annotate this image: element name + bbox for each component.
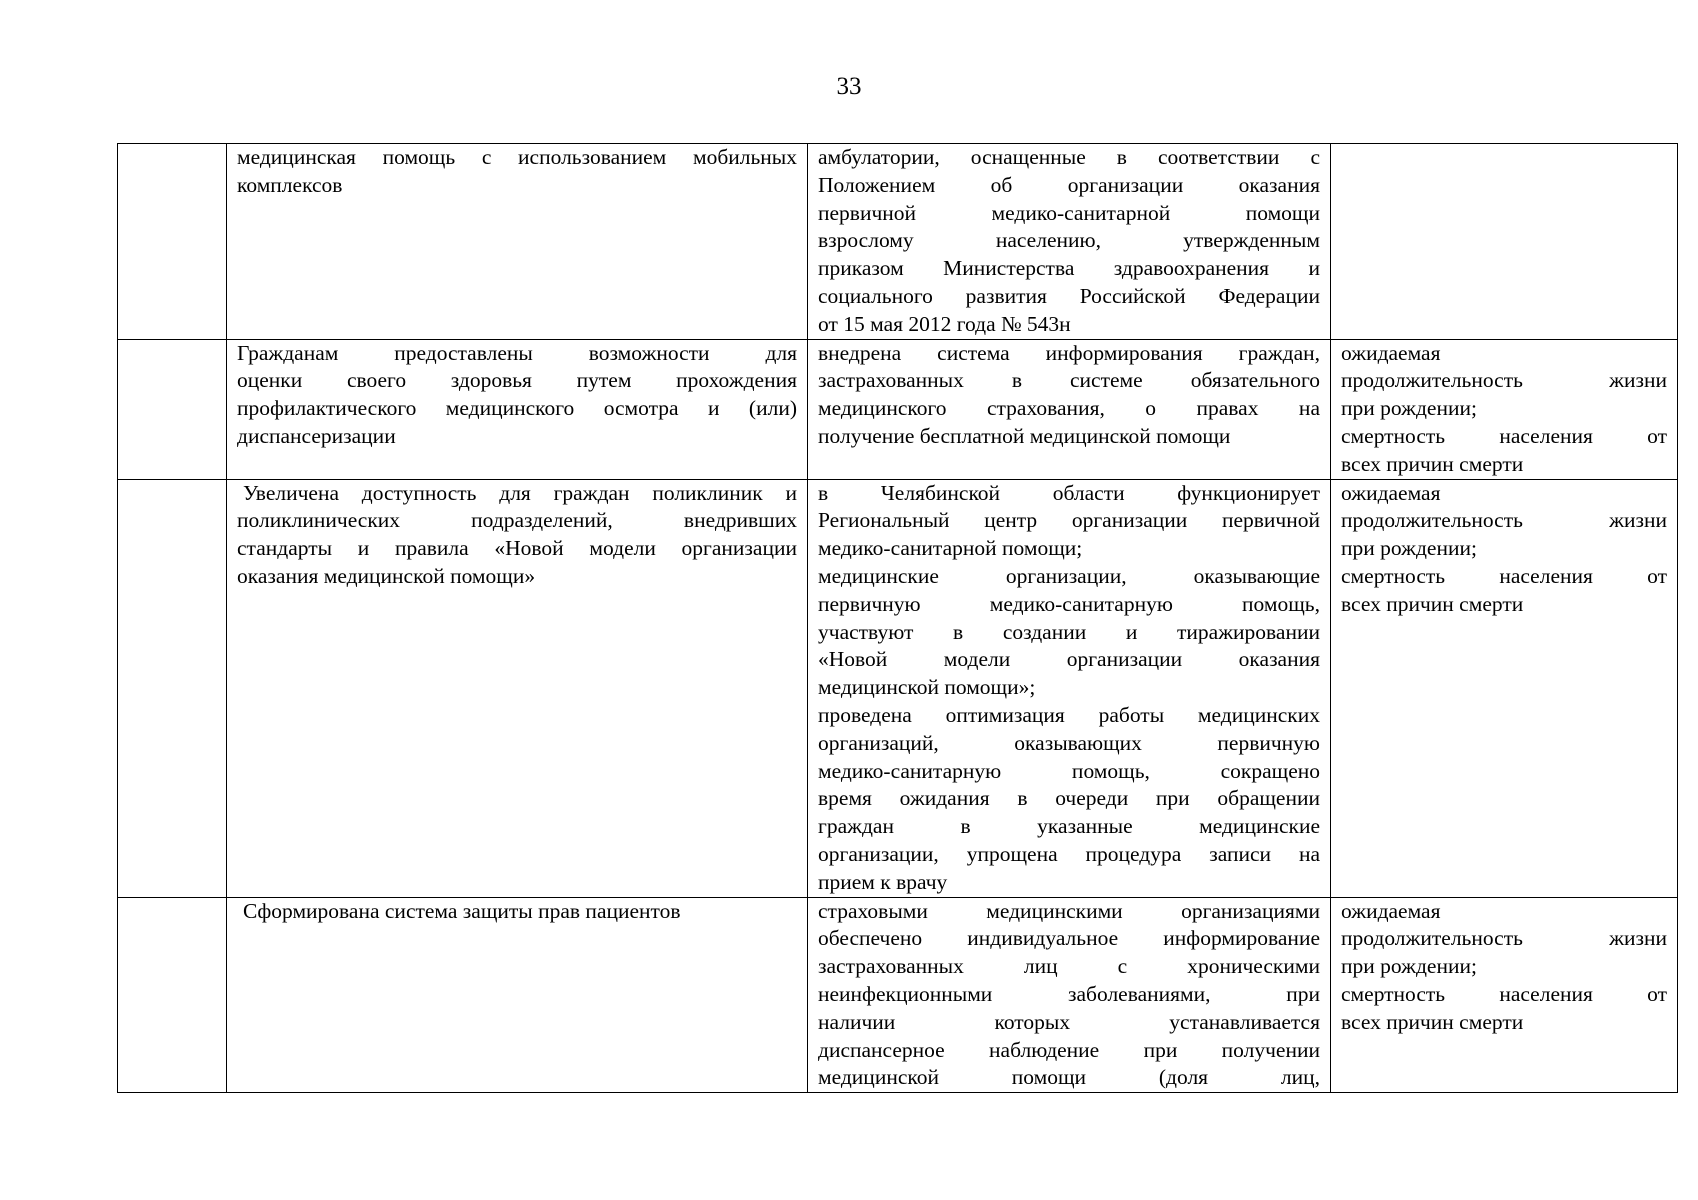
text-line: медицинского страхования, о правах на: [818, 396, 1320, 421]
text-line: страховыми медицинскими организациями: [818, 898, 1320, 923]
text-line: обеспечено индивидуальное информирование: [818, 926, 1320, 951]
text-line: время ожидания в очереди при обращении: [818, 786, 1320, 811]
indicators-cell: [1331, 144, 1678, 340]
text-line: продолжительность жизни: [1341, 508, 1667, 533]
text-line: всех причин смерти: [1341, 451, 1524, 476]
text-line: медицинская помощь с использованием мобильных: [237, 145, 797, 169]
text-line: внедрена система информирования граждан,: [818, 340, 1320, 365]
number-cell: [118, 479, 227, 897]
text-line: смертность населения от: [1341, 423, 1667, 448]
result-cell: [227, 479, 808, 897]
text-line: Положением об организации оказания: [818, 172, 1320, 197]
text-line: медицинские организации, оказывающие: [818, 563, 1320, 588]
text-line: Сформирована система защиты прав пациентов: [243, 898, 681, 923]
indicators-cell: [1331, 897, 1678, 1093]
number-cell: [118, 339, 227, 479]
measures-cell: [808, 144, 1331, 340]
text-line: медицинской помощи (доля лиц,: [818, 1065, 1320, 1090]
text-line: от 15 мая 2012 года № 543н: [818, 311, 1071, 336]
text-line: диспансеризации: [237, 423, 396, 448]
result-cell: [227, 897, 808, 1093]
number-cell: [118, 144, 227, 340]
text-line: Гражданам предоставлены возможности для: [237, 340, 797, 365]
table-row: [118, 339, 1678, 479]
result-cell: [227, 339, 808, 479]
result-cell: [227, 144, 808, 340]
text-line: при рождении;: [1341, 536, 1477, 561]
text-line: первичную медико-санитарную помощь,: [818, 591, 1320, 616]
document-table: [117, 143, 1678, 1093]
indicators-cell: [1331, 339, 1678, 479]
text-line: оказания медицинской помощи»: [237, 563, 536, 588]
text-line: организации, упрощена процедура записи на: [818, 841, 1320, 866]
text-line: при рождении;: [1341, 396, 1477, 421]
table-row: [118, 479, 1678, 897]
text-line: оценки своего здоровья путем прохождения: [237, 368, 797, 393]
text-line: организаций, оказывающих первичную: [818, 730, 1320, 755]
text-line: проведена оптимизация работы медицинских: [818, 702, 1320, 727]
text-line: профилактического медицинского осмотра и (или): [237, 396, 797, 421]
text-line: ожидаемая: [1341, 480, 1441, 505]
text-line: смертность населения от: [1341, 563, 1667, 588]
text-line: первичной медико-санитарной помощи: [818, 200, 1320, 225]
measures-cell: [808, 897, 1331, 1093]
text-line: медико-санитарной помощи;: [818, 536, 1083, 561]
text-line: Региональный центр организации первичной: [818, 508, 1320, 533]
number-cell: [118, 897, 227, 1093]
text-line: граждан в указанные медицинские: [818, 814, 1320, 839]
indicators-cell: [1331, 479, 1678, 897]
text-line: «Новой модели организации оказания: [818, 647, 1320, 672]
text-line: застрахованных лиц с хроническими: [818, 954, 1320, 979]
text-line: социального развития Российской Федерации: [818, 283, 1320, 308]
text-line: всех причин смерти: [1341, 1009, 1524, 1034]
measures-cell: [808, 339, 1331, 479]
text-line: неинфекционными заболеваниями, при: [818, 981, 1320, 1006]
text-line: медико-санитарную помощь, сокращено: [818, 758, 1320, 783]
text-line: поликлинических подразделений, внедривших: [237, 508, 797, 533]
text-line: амбулатории, оснащенные в соответствии с: [818, 145, 1320, 169]
text-line: получение бесплатной медицинской помощи: [818, 423, 1231, 448]
text-line: участвуют в создании и тиражировании: [818, 619, 1320, 644]
text-line: медицинской помощи»;: [818, 675, 1036, 700]
text-line: в Челябинской области функционирует: [818, 480, 1320, 505]
text-line: застрахованных в системе обязательного: [818, 368, 1320, 393]
table-row: [118, 144, 1678, 340]
text-line: стандарты и правила «Новой модели организации: [237, 536, 797, 561]
text-line: ожидаемая: [1341, 898, 1441, 923]
text-line: приказом Министерства здравоохранения и: [818, 256, 1320, 281]
measures-cell: [808, 479, 1331, 897]
text-line: ожидаемая: [1341, 340, 1441, 365]
text-line: смертность населения от: [1341, 981, 1667, 1006]
text-line: продолжительность жизни: [1341, 368, 1667, 393]
text-line: взрослому населению, утвержденным: [818, 228, 1320, 253]
table-row: [118, 897, 1678, 1093]
text-line: диспансерное наблюдение при получении: [818, 1037, 1320, 1062]
text-line: комплексов: [237, 172, 343, 197]
page-number: 33: [836, 73, 862, 100]
text-line: продолжительность жизни: [1341, 926, 1667, 951]
text-line: всех причин смерти: [1341, 591, 1524, 616]
text-line: наличии которых устанавливается: [818, 1009, 1320, 1034]
text-line: Увеличена доступность для граждан поликлиник и: [243, 480, 797, 505]
text-line: прием к врачу: [818, 869, 948, 894]
text-line: при рождении;: [1341, 954, 1477, 979]
